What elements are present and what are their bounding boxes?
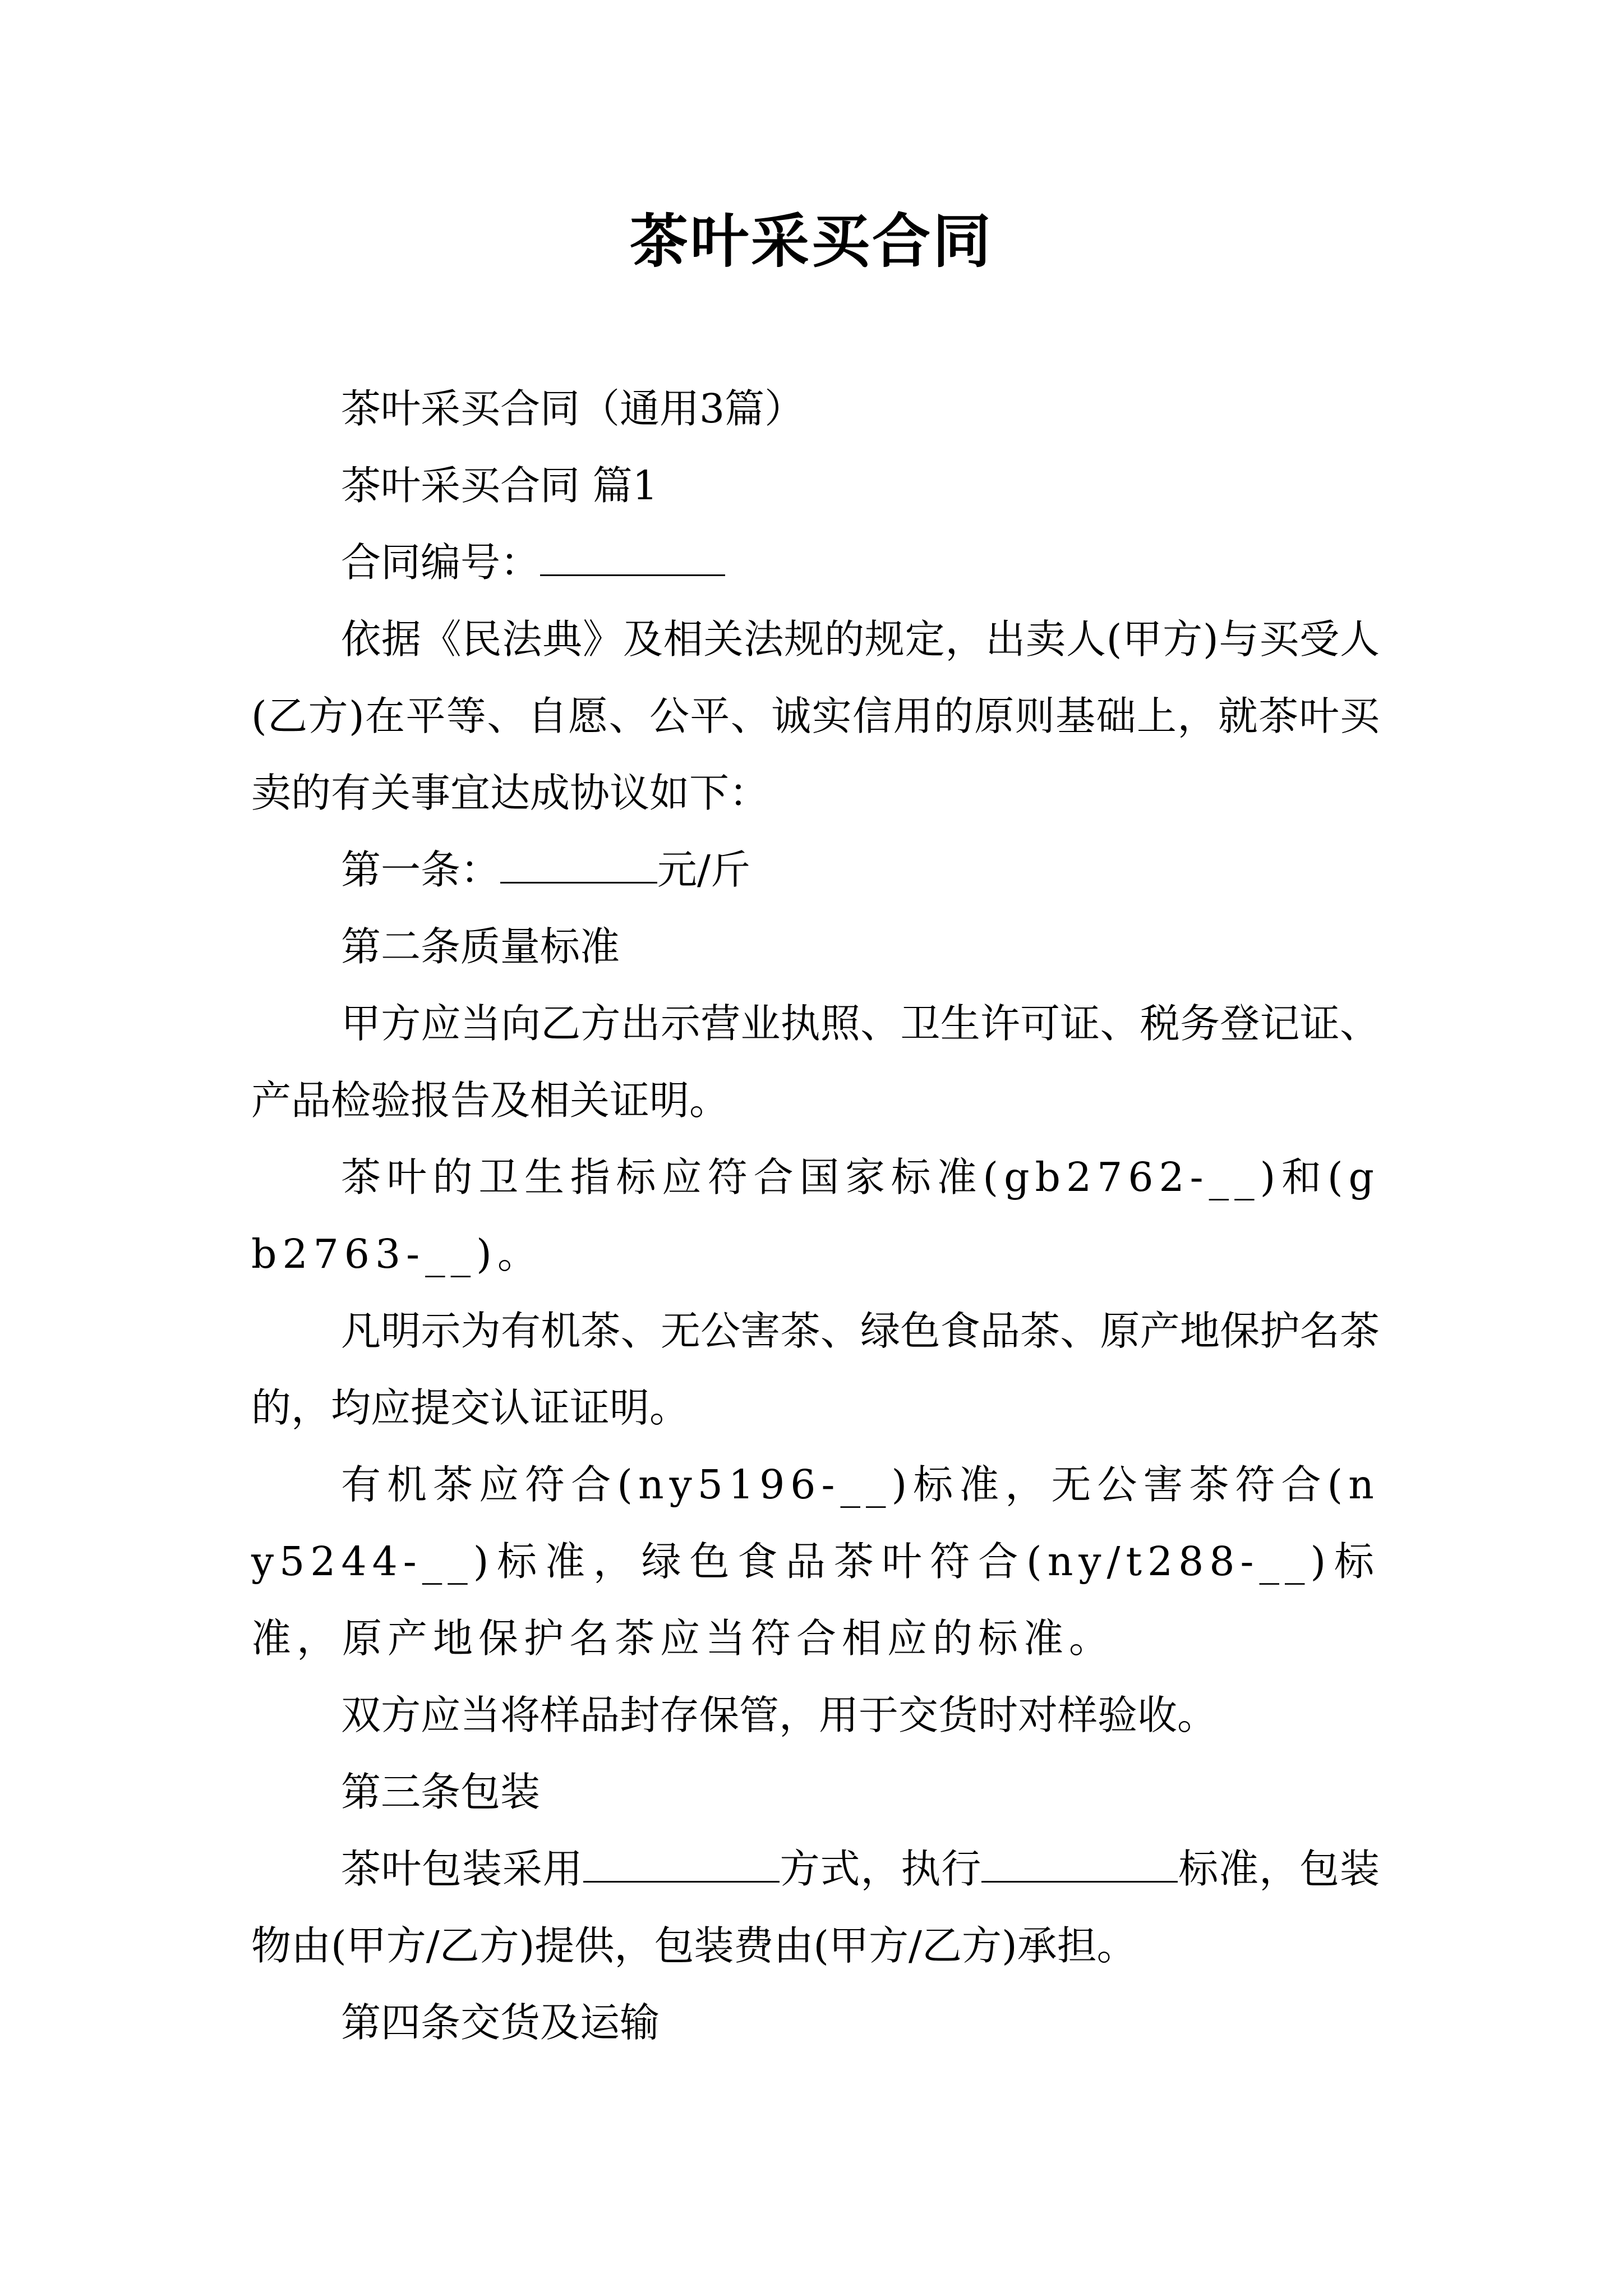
packaging-text-2: 方式，执行 xyxy=(779,1846,982,1892)
packaging-method-blank xyxy=(583,1844,780,1883)
paragraph-samples: 双方应当将样品封存保管，用于交货时对样验收。 xyxy=(341,1692,1218,1738)
document-body xyxy=(251,370,1380,2061)
paragraph-section-heading: 茶叶采买合同 篇1 xyxy=(341,462,658,509)
packaging-text-3: 标准，包装物由(甲方/乙方)提供，包装费由(甲方/乙方)承担。 xyxy=(251,1846,1380,1969)
paragraph-packaging xyxy=(251,1830,1380,1984)
packaging-text-1: 茶叶包装采用 xyxy=(341,1846,583,1892)
document-title: 茶叶采买合同 xyxy=(629,207,993,275)
packaging-standard-blank xyxy=(981,1844,1178,1883)
contract-number-label: 合同编号： xyxy=(341,539,541,586)
price-unit: 元/斤 xyxy=(657,846,750,893)
paragraph-certification: 凡明示为有机茶、无公害茶、绿色食品茶、原产地保护名茶的，均应提交认证证明。 xyxy=(251,1308,1380,1431)
paragraph-preamble: 依据《民法典》及相关法规的规定，出卖人(甲方)与买受人(乙方)在平等、自愿、公平、诚实信用的原则基础上，就茶叶买卖的有关事宜达成协议如下： xyxy=(251,616,1380,816)
paragraph-certificates: 甲方应当向乙方出示营业执照、卫生许可证、税务登记证、产品检验报告及相关证明。 xyxy=(251,1000,1380,1124)
paragraph-contract-number xyxy=(251,524,1380,601)
paragraph-article-3-heading: 第三条包装 xyxy=(341,1769,541,1815)
paragraph-article-4-heading: 第四条交货及运输 xyxy=(341,1999,660,2046)
paragraph-hygiene-standard: 茶叶的卫生指标应符合国家标准(gb2762-__)和(gb2763-__)。 xyxy=(251,1154,1380,1277)
paragraph-subtitle: 茶叶采买合同（通用3篇） xyxy=(341,385,805,432)
paragraph-article-1 xyxy=(251,831,1380,908)
price-blank xyxy=(500,845,657,884)
paragraph-article-2-heading: 第二条质量标准 xyxy=(341,923,620,970)
article-1-label: 第一条： xyxy=(341,846,501,893)
contract-number-blank xyxy=(540,537,725,576)
paragraph-organic-standards: 有机茶应符合(ny5196-__)标准，无公害茶符合(ny5244-__)标准，绿色食品茶叶符合(ny/t288-__)标准，原产地保护名茶应当符合相应的标准。 xyxy=(251,1461,1380,1662)
